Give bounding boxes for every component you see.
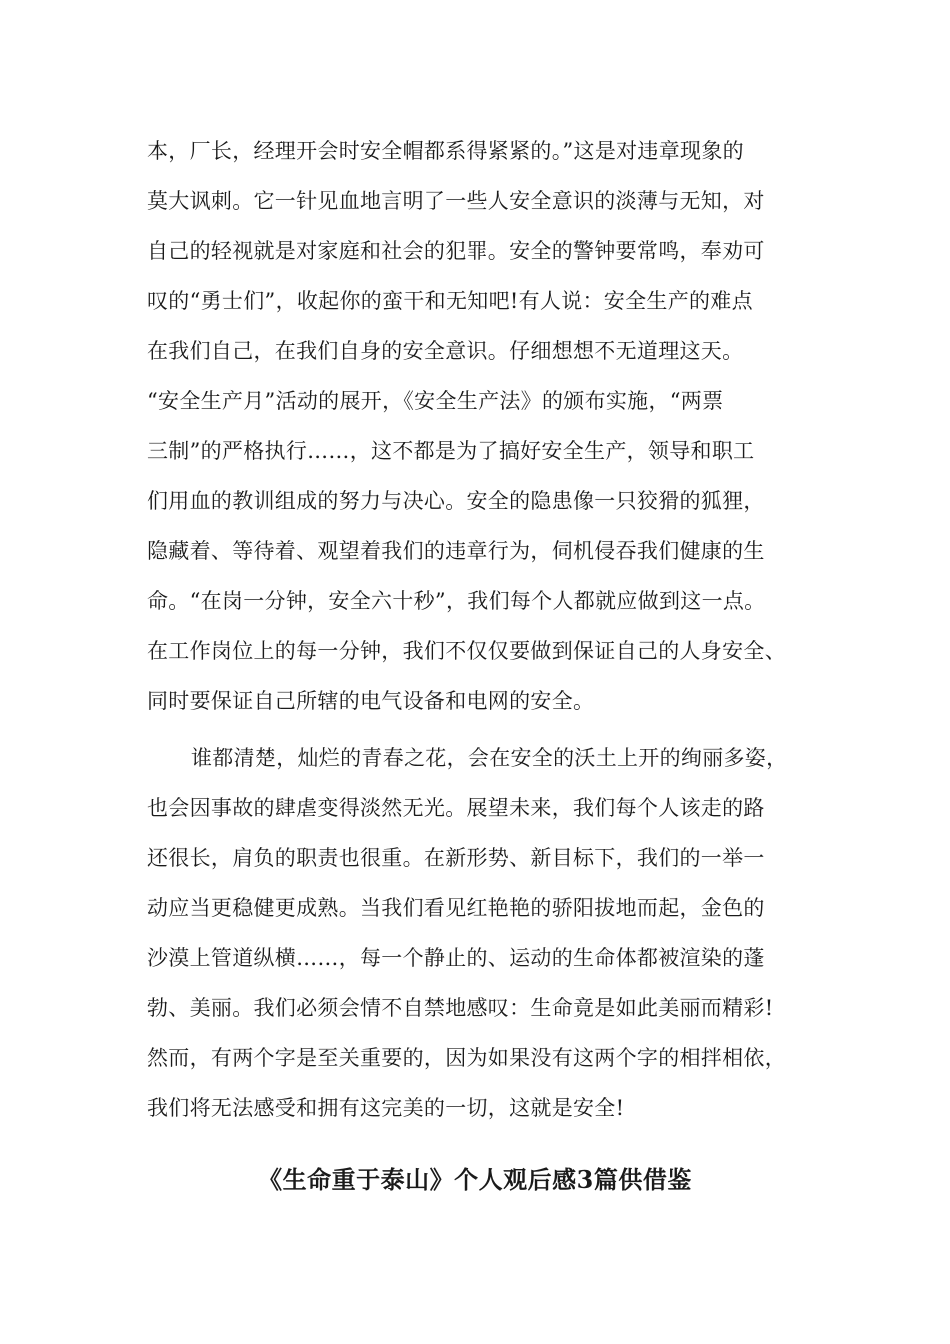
text-line: 谁都清楚，灿烂的青春之花，会在安全的沃土上开的绚丽多姿， — [191, 746, 788, 770]
text-line: 也会因事故的肆虐变得淡然无光。展望未来，我们每个人该走的路 — [147, 796, 765, 820]
text-line: 三制”的严格执行……，这不都是为了搞好安全生产，领导和职工 — [147, 439, 755, 463]
text-line: 沙漠上管道纵横……，每一个静止的、运动的生命体都被渲染的蓬 — [147, 946, 765, 970]
paragraph-1 — [147, 126, 807, 726]
text-line: 莫大讽刺。它一针见血地言明了一些人安全意识的淡薄与无知，对 — [147, 189, 765, 213]
text-line: 然而，有两个字是至关重要的，因为如果没有这两个字的相拌相依， — [147, 1046, 786, 1070]
text-line: 本，厂长，经理开会时安全帽都系得紧紧的。”这是对违章现象的 — [147, 139, 744, 163]
text-line: 自己的轻视就是对家庭和社会的犯罪。安全的警钟要常鸣，奉劝可 — [147, 239, 765, 263]
text-line: 在工作岗位上的每一分钟，我们不仅仅要做到保证自己的人身安全、 — [147, 639, 786, 663]
text-line: 我们将无法感受和拥有这完美的一切，这就是安全! — [147, 1096, 625, 1120]
section-heading: 《生命重于泰山》个人观后感3篇供借鉴 — [258, 1165, 692, 1194]
text-line: 们用血的教训组成的努力与决心。安全的隐患像一只狡猾的狐狸， — [147, 489, 765, 513]
text-line: 在我们自己，在我们自身的安全意识。仔细想想不无道理这天。 — [147, 339, 744, 363]
text-line: 还很长，肩负的职责也很重。在新形势、新目标下，我们的一举一 — [147, 846, 765, 870]
text-line: 隐藏着、等待着、观望着我们的违章行为，伺机侵吞我们健康的生 — [147, 539, 765, 563]
paragraph-2 — [147, 733, 807, 1133]
text-line: 同时要保证自己所辖的电气设备和电网的安全。 — [147, 689, 595, 713]
text-line: “安全生产月”活动的展开，《安全生产法》的颁布实施，“两票 — [147, 389, 724, 413]
text-line: 勃、美丽。我们必须会情不自禁地感叹：生命竟是如此美丽而精彩! — [147, 996, 774, 1020]
text-line: 命。“在岗一分钟，安全六十秒”，我们每个人都就应做到这一点。 — [147, 589, 766, 613]
text-line: 动应当更稳健更成熟。当我们看见红艳艳的骄阳拔地而起，金色的 — [147, 896, 765, 920]
text-line: 叹的“勇士们”，收起你的蛮干和无知吧!有人说：安全生产的难点 — [147, 289, 753, 313]
